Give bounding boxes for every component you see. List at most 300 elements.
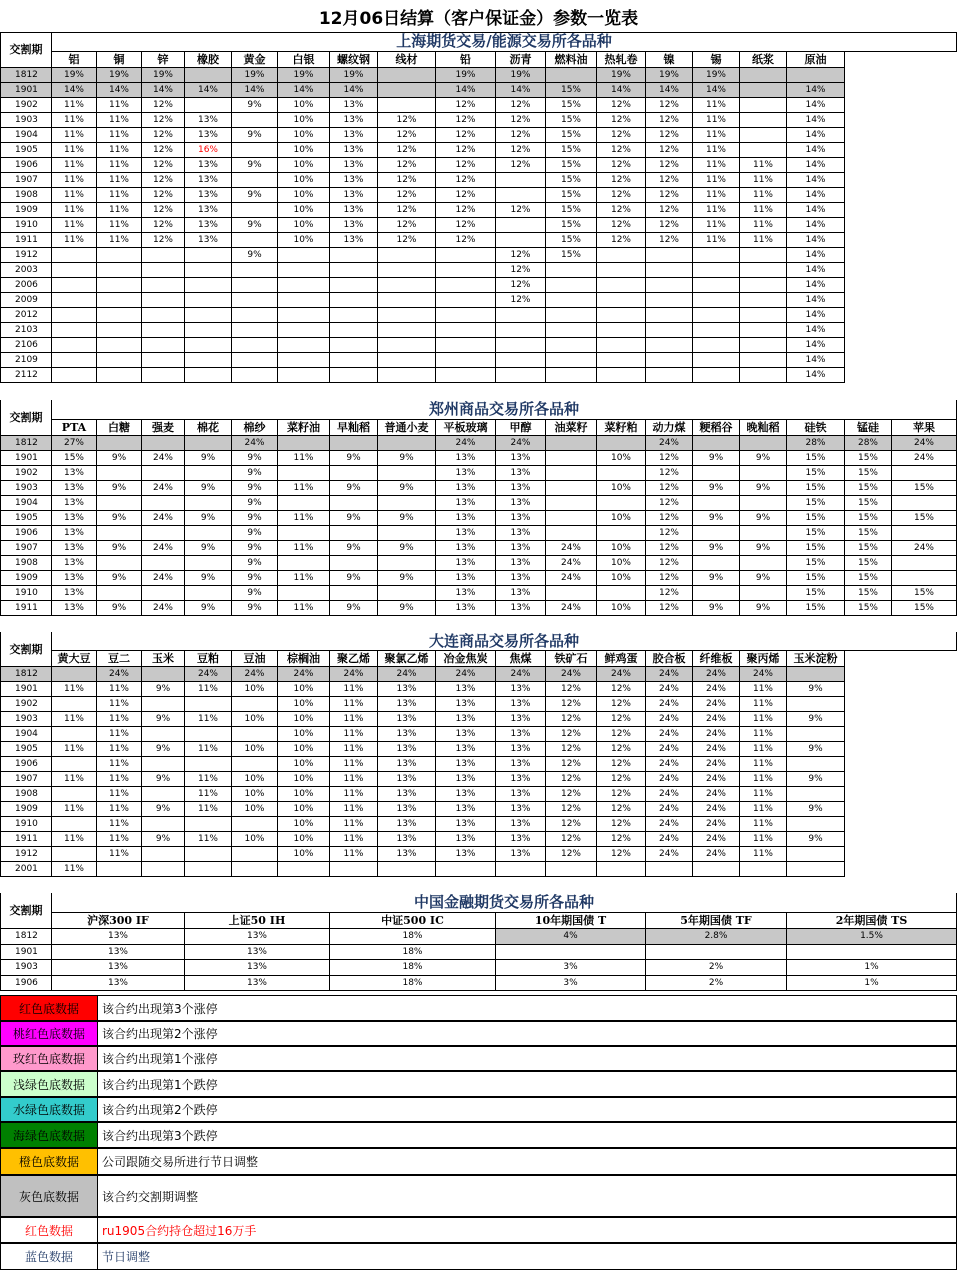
- margin-cell: 18%: [330, 960, 496, 976]
- margin-cell: 10%: [278, 218, 330, 233]
- margin-cell: 12%: [496, 158, 546, 173]
- margin-cell: 11%: [693, 143, 740, 158]
- margin-cell: [436, 293, 496, 308]
- margin-cell: 12%: [597, 682, 646, 697]
- delivery-month: 1905: [0, 511, 52, 526]
- margin-cell: [546, 466, 597, 481]
- margin-cell: 13%: [378, 832, 436, 847]
- margin-cell: [278, 466, 330, 481]
- delivery-month: 1909: [0, 802, 52, 817]
- delivery-month: 1812: [0, 68, 52, 83]
- margin-cell: [597, 368, 646, 383]
- margin-cell: 11%: [278, 481, 330, 496]
- margin-cell: 12%: [597, 817, 646, 832]
- margin-cell: 11%: [185, 787, 232, 802]
- margin-cell: 19%: [436, 68, 496, 83]
- margin-cell: 12%: [646, 158, 693, 173]
- margin-cell: 12%: [142, 173, 185, 188]
- margin-cell: 9%: [787, 772, 845, 787]
- margin-cell: 12%: [597, 757, 646, 772]
- product-header: 线材: [378, 52, 436, 68]
- margin-cell: [597, 248, 646, 263]
- margin-cell: 15%: [892, 601, 957, 616]
- margin-cell: [185, 757, 232, 772]
- margin-cell: 14%: [787, 83, 845, 98]
- margin-cell: 11%: [330, 742, 378, 757]
- margin-cell: 11%: [693, 173, 740, 188]
- margin-cell: 11%: [97, 158, 142, 173]
- product-header: 豆二: [97, 651, 142, 667]
- margin-cell: [232, 727, 278, 742]
- margin-cell: 9%: [693, 601, 740, 616]
- delivery-month: 1909: [0, 203, 52, 218]
- margin-cell: 13%: [52, 571, 97, 586]
- margin-cell: 12%: [378, 173, 436, 188]
- delivery-month: 1911: [0, 601, 52, 616]
- product-header: 冶金焦炭: [436, 651, 496, 667]
- legend-description: 该合约出现第1个跌停: [98, 1071, 957, 1097]
- margin-cell: 12%: [436, 98, 496, 113]
- margin-cell: [646, 248, 693, 263]
- delivery-month: 1902: [0, 98, 52, 113]
- product-header: 棕榈油: [278, 651, 330, 667]
- delivery-month: 1901: [0, 682, 52, 697]
- delivery-month: 2112: [0, 368, 52, 383]
- margin-cell: [330, 263, 378, 278]
- margin-cell: [378, 83, 436, 98]
- margin-cell: [142, 526, 185, 541]
- margin-cell: 11%: [52, 128, 97, 143]
- margin-cell: 11%: [52, 158, 97, 173]
- margin-cell: 11%: [97, 802, 142, 817]
- margin-cell: 14%: [787, 98, 845, 113]
- margin-cell: 11%: [740, 772, 787, 787]
- product-header: 聚氯乙烯: [378, 651, 436, 667]
- margin-cell: 12%: [546, 712, 597, 727]
- margin-cell: 10%: [278, 682, 330, 697]
- margin-cell: [436, 308, 496, 323]
- margin-cell: 24%: [646, 697, 693, 712]
- margin-cell: 10%: [278, 113, 330, 128]
- margin-cell: [185, 526, 232, 541]
- margin-cell: 9%: [232, 466, 278, 481]
- margin-cell: [97, 586, 142, 601]
- margin-cell: [97, 323, 142, 338]
- margin-cell: [378, 496, 436, 511]
- margin-cell: [278, 556, 330, 571]
- margin-cell: [597, 338, 646, 353]
- margin-cell: [787, 847, 845, 862]
- margin-cell: 10%: [597, 541, 646, 556]
- margin-cell: [597, 466, 646, 481]
- margin-cell: 15%: [546, 98, 597, 113]
- margin-cell: 13%: [185, 173, 232, 188]
- margin-cell: [142, 263, 185, 278]
- margin-cell: 12%: [597, 113, 646, 128]
- margin-cell: 12%: [546, 847, 597, 862]
- margin-cell: 9%: [330, 571, 378, 586]
- margin-cell: [330, 248, 378, 263]
- margin-cell: 9%: [97, 511, 142, 526]
- margin-cell: [740, 436, 787, 451]
- margin-cell: 9%: [378, 451, 436, 466]
- margin-cell: 14%: [496, 83, 546, 98]
- margin-cell: [278, 436, 330, 451]
- margin-cell: 13%: [436, 847, 496, 862]
- margin-cell: [142, 817, 185, 832]
- margin-cell: [436, 323, 496, 338]
- product-header: 铁矿石: [546, 651, 597, 667]
- margin-cell: 11%: [52, 802, 97, 817]
- margin-cell: 12%: [597, 832, 646, 847]
- margin-cell: 11%: [740, 802, 787, 817]
- margin-cell: 13%: [52, 541, 97, 556]
- margin-cell: 19%: [142, 68, 185, 83]
- margin-cell: 13%: [496, 496, 546, 511]
- delivery-month: 1903: [0, 712, 52, 727]
- delivery-month: 1901: [0, 945, 52, 960]
- margin-cell: [546, 308, 597, 323]
- margin-cell: 24%: [693, 682, 740, 697]
- margin-cell: 24%: [693, 787, 740, 802]
- margin-cell: 14%: [787, 218, 845, 233]
- delivery-month: 1902: [0, 697, 52, 712]
- margin-cell: 12%: [546, 787, 597, 802]
- margin-cell: 12%: [436, 233, 496, 248]
- margin-cell: 13%: [185, 218, 232, 233]
- margin-cell: 13%: [52, 586, 97, 601]
- margin-cell: [436, 338, 496, 353]
- product-header: 棉纱: [232, 420, 278, 436]
- margin-cell: [52, 817, 97, 832]
- margin-cell: [97, 368, 142, 383]
- margin-cell: 9%: [787, 682, 845, 697]
- margin-cell: [185, 278, 232, 293]
- margin-cell: 12%: [646, 466, 693, 481]
- margin-cell: [185, 338, 232, 353]
- margin-cell: 14%: [693, 83, 740, 98]
- margin-cell: 15%: [892, 586, 957, 601]
- margin-cell: 12%: [597, 802, 646, 817]
- margin-cell: 11%: [693, 233, 740, 248]
- margin-cell: 24%: [185, 667, 232, 682]
- margin-cell: 12%: [646, 571, 693, 586]
- product-header: 橡胶: [185, 52, 232, 68]
- margin-cell: [330, 526, 378, 541]
- margin-cell: 13%: [378, 727, 436, 742]
- margin-cell: 11%: [330, 787, 378, 802]
- margin-cell: [97, 278, 142, 293]
- margin-cell: 11%: [52, 832, 97, 847]
- product-header: 动力煤: [646, 420, 693, 436]
- margin-cell: 12%: [597, 727, 646, 742]
- legend-description: 该合约出现第1个涨停: [98, 1046, 957, 1071]
- margin-cell: [546, 511, 597, 526]
- margin-cell: [546, 481, 597, 496]
- delivery-month: 1906: [0, 757, 52, 772]
- margin-cell: 15%: [787, 466, 845, 481]
- delivery-month: 1911: [0, 233, 52, 248]
- margin-cell: 11%: [330, 772, 378, 787]
- product-header: 原油: [787, 52, 845, 68]
- margin-cell: 9%: [740, 511, 787, 526]
- margin-cell: 10%: [278, 742, 330, 757]
- margin-cell: 14%: [787, 323, 845, 338]
- margin-cell: 13%: [185, 929, 330, 945]
- margin-cell: [546, 368, 597, 383]
- margin-cell: [52, 757, 97, 772]
- margin-cell: [185, 68, 232, 83]
- margin-cell: 12%: [378, 188, 436, 203]
- margin-cell: [496, 218, 546, 233]
- margin-cell: 10%: [597, 481, 646, 496]
- delivery-month-header: 交割期: [0, 893, 52, 929]
- margin-cell: 9%: [693, 511, 740, 526]
- margin-cell: 19%: [693, 68, 740, 83]
- margin-cell: 9%: [142, 712, 185, 727]
- margin-cell: 10%: [278, 128, 330, 143]
- margin-cell: 11%: [740, 817, 787, 832]
- margin-cell: 9%: [787, 802, 845, 817]
- margin-cell: 12%: [142, 233, 185, 248]
- margin-cell: 13%: [378, 757, 436, 772]
- margin-cell: [278, 248, 330, 263]
- product-header: 热轧卷: [597, 52, 646, 68]
- margin-cell: [278, 278, 330, 293]
- margin-cell: [142, 556, 185, 571]
- product-header: 玉米淀粉: [787, 651, 845, 667]
- margin-cell: 13%: [52, 976, 185, 991]
- margin-cell: 11%: [97, 143, 142, 158]
- margin-cell: [52, 263, 97, 278]
- margin-cell: [232, 862, 278, 877]
- margin-cell: 1%: [787, 960, 957, 976]
- margin-cell: [740, 128, 787, 143]
- delivery-month: 1812: [0, 667, 52, 682]
- margin-cell: 11%: [740, 727, 787, 742]
- margin-cell: 13%: [496, 742, 546, 757]
- margin-cell: 11%: [693, 188, 740, 203]
- margin-cell: [597, 496, 646, 511]
- margin-cell: 15%: [845, 451, 892, 466]
- margin-cell: [278, 586, 330, 601]
- legend-key: 灰色底数据: [0, 1175, 98, 1217]
- product-header: 硅铁: [787, 420, 845, 436]
- margin-cell: [496, 323, 546, 338]
- product-header: 中证500 IC: [330, 913, 496, 929]
- margin-cell: 9%: [693, 451, 740, 466]
- margin-cell: 19%: [597, 68, 646, 83]
- margin-cell: 15%: [546, 113, 597, 128]
- margin-cell: [185, 862, 232, 877]
- margin-cell: 11%: [97, 847, 142, 862]
- margin-cell: 10%: [232, 682, 278, 697]
- margin-cell: 12%: [378, 158, 436, 173]
- margin-cell: 9%: [330, 451, 378, 466]
- margin-cell: [496, 308, 546, 323]
- product-header: 黄金: [232, 52, 278, 68]
- margin-cell: [330, 556, 378, 571]
- product-header: 胶合板: [646, 651, 693, 667]
- margin-cell: 11%: [52, 173, 97, 188]
- product-header: 铝: [52, 52, 97, 68]
- margin-cell: 12%: [646, 233, 693, 248]
- margin-cell: 11%: [97, 757, 142, 772]
- margin-cell: 10%: [278, 98, 330, 113]
- margin-cell: 14%: [787, 263, 845, 278]
- margin-cell: 13%: [185, 158, 232, 173]
- margin-cell: 14%: [787, 143, 845, 158]
- margin-cell: 11%: [740, 188, 787, 203]
- margin-cell: [52, 293, 97, 308]
- margin-cell: 24%: [693, 847, 740, 862]
- margin-cell: 14%: [787, 173, 845, 188]
- margin-cell: [52, 353, 97, 368]
- margin-cell: [693, 556, 740, 571]
- margin-cell: 12%: [436, 158, 496, 173]
- margin-cell: 9%: [740, 571, 787, 586]
- margin-cell: [546, 293, 597, 308]
- margin-cell: 12%: [597, 742, 646, 757]
- margin-cell: 12%: [378, 233, 436, 248]
- margin-cell: [646, 368, 693, 383]
- margin-cell: 24%: [142, 541, 185, 556]
- margin-cell: [496, 188, 546, 203]
- margin-cell: [892, 571, 957, 586]
- margin-cell: 10%: [278, 233, 330, 248]
- margin-cell: 10%: [278, 173, 330, 188]
- margin-cell: 12%: [546, 802, 597, 817]
- margin-cell: [142, 308, 185, 323]
- margin-cell: 24%: [597, 667, 646, 682]
- margin-cell: [185, 98, 232, 113]
- margin-cell: 12%: [496, 128, 546, 143]
- legend-description: 该合约出现第2个跌停: [98, 1097, 957, 1122]
- margin-cell: 14%: [142, 83, 185, 98]
- margin-cell: [597, 353, 646, 368]
- margin-cell: 13%: [436, 451, 496, 466]
- margin-cell: [330, 436, 378, 451]
- margin-cell: 12%: [646, 143, 693, 158]
- margin-cell: [278, 323, 330, 338]
- margin-cell: [185, 436, 232, 451]
- margin-cell: [278, 338, 330, 353]
- margin-cell: [546, 68, 597, 83]
- margin-cell: 9%: [330, 481, 378, 496]
- margin-cell: 19%: [232, 68, 278, 83]
- product-header: 镍: [646, 52, 693, 68]
- margin-cell: [693, 308, 740, 323]
- margin-cell: 15%: [787, 586, 845, 601]
- margin-cell: 10%: [278, 188, 330, 203]
- margin-cell: [52, 697, 97, 712]
- margin-cell: [436, 263, 496, 278]
- margin-cell: 12%: [436, 218, 496, 233]
- margin-cell: 12%: [496, 143, 546, 158]
- margin-cell: [693, 263, 740, 278]
- delivery-month: 1910: [0, 817, 52, 832]
- margin-cell: 14%: [97, 83, 142, 98]
- margin-cell: 10%: [232, 802, 278, 817]
- margin-cell: 14%: [787, 203, 845, 218]
- margin-cell: 13%: [185, 128, 232, 143]
- margin-cell: [378, 862, 436, 877]
- margin-cell: 12%: [436, 128, 496, 143]
- margin-cell: 15%: [546, 143, 597, 158]
- margin-cell: [546, 862, 597, 877]
- margin-cell: [740, 862, 787, 877]
- margin-cell: [597, 862, 646, 877]
- margin-cell: [142, 353, 185, 368]
- margin-cell: 16%: [185, 143, 232, 158]
- margin-cell: [278, 526, 330, 541]
- delivery-month: 1907: [0, 541, 52, 556]
- delivery-month: 1812: [0, 436, 52, 451]
- margin-cell: 15%: [845, 571, 892, 586]
- margin-cell: [787, 862, 845, 877]
- legend-description: 节日调整: [98, 1243, 957, 1270]
- margin-cell: [496, 368, 546, 383]
- margin-cell: 11%: [97, 233, 142, 248]
- margin-cell: 11%: [97, 817, 142, 832]
- delivery-month-header: 交割期: [0, 32, 52, 68]
- margin-cell: [597, 263, 646, 278]
- margin-cell: 24%: [436, 436, 496, 451]
- margin-cell: 13%: [52, 960, 185, 976]
- margin-cell: [546, 436, 597, 451]
- margin-cell: 13%: [496, 712, 546, 727]
- margin-cell: 15%: [787, 511, 845, 526]
- exchange-title: 上海期货交易/能源交易所各品种: [52, 32, 957, 52]
- margin-cell: 12%: [646, 586, 693, 601]
- margin-cell: [330, 323, 378, 338]
- margin-cell: [330, 338, 378, 353]
- margin-cell: 11%: [52, 772, 97, 787]
- margin-cell: 14%: [232, 83, 278, 98]
- page-title: 12月06日结算（客户保证金）参数一览表: [0, 0, 957, 33]
- margin-cell: 11%: [97, 682, 142, 697]
- margin-cell: 13%: [496, 586, 546, 601]
- product-header: 10年期国债 T: [496, 913, 646, 929]
- delivery-month: 1903: [0, 113, 52, 128]
- margin-cell: [185, 323, 232, 338]
- margin-cell: [740, 323, 787, 338]
- margin-cell: 15%: [52, 451, 97, 466]
- margin-cell: [97, 263, 142, 278]
- margin-cell: 9%: [185, 451, 232, 466]
- margin-cell: 24%: [278, 667, 330, 682]
- margin-cell: [496, 233, 546, 248]
- margin-cell: 15%: [787, 556, 845, 571]
- product-header: 玉米: [142, 651, 185, 667]
- margin-cell: 13%: [496, 556, 546, 571]
- margin-cell: [378, 353, 436, 368]
- margin-cell: [378, 248, 436, 263]
- margin-cell: [330, 496, 378, 511]
- margin-cell: 11%: [278, 451, 330, 466]
- product-header: 燃料油: [546, 52, 597, 68]
- margin-cell: 9%: [232, 158, 278, 173]
- product-header: 白糖: [97, 420, 142, 436]
- product-header: 早籼稻: [330, 420, 378, 436]
- margin-cell: 12%: [597, 697, 646, 712]
- margin-cell: 11%: [278, 511, 330, 526]
- margin-cell: [232, 368, 278, 383]
- margin-cell: 11%: [330, 832, 378, 847]
- margin-cell: 9%: [740, 541, 787, 556]
- margin-cell: [232, 338, 278, 353]
- margin-cell: 24%: [546, 667, 597, 682]
